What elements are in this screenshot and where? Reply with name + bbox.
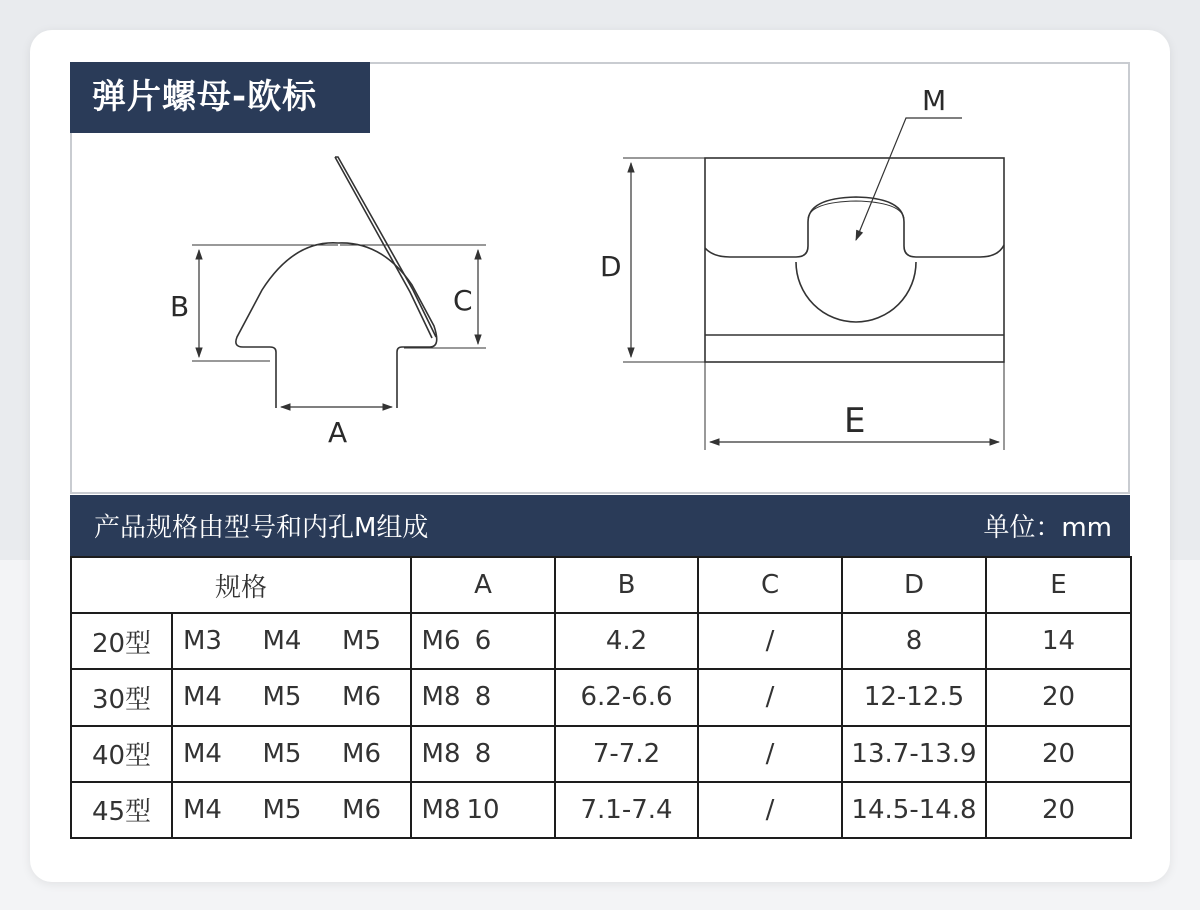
- cell-sizes: M3 M4 M5 M6: [172, 613, 411, 669]
- cell-d: 12-12.5: [842, 669, 986, 725]
- header-c: C: [698, 557, 842, 613]
- cell-model: 20型: [71, 613, 172, 669]
- cell-sizes: M4 M5 M6 M8: [172, 726, 411, 782]
- cell-e: 20: [986, 782, 1131, 838]
- info-bar: [70, 495, 1130, 556]
- cell-b: 7-7.2: [555, 726, 698, 782]
- table-row: [71, 726, 1131, 782]
- cell-a: 10: [411, 782, 555, 838]
- cell-d: 13.7-13.9: [842, 726, 986, 782]
- table-row: [71, 669, 1131, 725]
- label-m: M: [922, 84, 947, 117]
- label-c: C: [453, 284, 473, 317]
- spec-table: [70, 556, 1132, 839]
- unit-label: 单位：mm: [983, 513, 1112, 543]
- cell-b: 7.1-7.4: [555, 782, 698, 838]
- header-b: B: [555, 557, 698, 613]
- cell-e: 14: [986, 613, 1131, 669]
- cell-c: /: [698, 782, 842, 838]
- cell-model: 30型: [71, 669, 172, 725]
- header-spec: 规格: [71, 557, 411, 613]
- cell-c: /: [698, 669, 842, 725]
- cell-model: 45型: [71, 782, 172, 838]
- cell-sizes: M4 M5 M6 M8: [172, 782, 411, 838]
- label-e: E: [844, 401, 866, 441]
- label-a: A: [328, 416, 348, 449]
- cell-d: 8: [842, 613, 986, 669]
- table-row: [71, 782, 1131, 838]
- cell-e: 20: [986, 726, 1131, 782]
- table-header-row: [71, 557, 1131, 613]
- header-a: A: [411, 557, 555, 613]
- label-d: D: [600, 250, 622, 283]
- label-b: B: [170, 290, 190, 323]
- cell-sizes: M4 M5 M6 M8: [172, 669, 411, 725]
- cell-a: 8: [411, 726, 555, 782]
- cell-b: 4.2: [555, 613, 698, 669]
- table-row: [71, 613, 1131, 669]
- page-title: 弹片螺母-欧标: [70, 62, 370, 133]
- cell-c: /: [698, 726, 842, 782]
- cell-a: 8: [411, 669, 555, 725]
- cell-c: /: [698, 613, 842, 669]
- header-d: D: [842, 557, 986, 613]
- cell-model: 40型: [71, 726, 172, 782]
- header-e: E: [986, 557, 1131, 613]
- cell-b: 6.2-6.6: [555, 669, 698, 725]
- cell-e: 20: [986, 669, 1131, 725]
- info-caption: 产品规格由型号和内孔M组成: [94, 513, 429, 543]
- cell-a: 6: [411, 613, 555, 669]
- cell-d: 14.5-14.8: [842, 782, 986, 838]
